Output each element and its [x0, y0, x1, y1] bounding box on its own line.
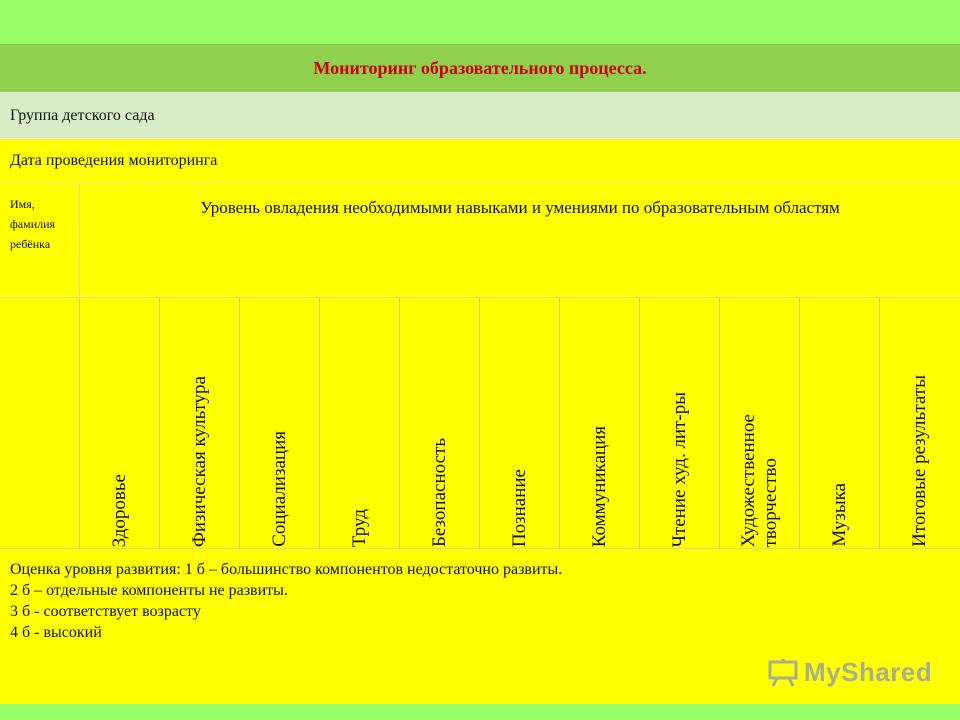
- columns-row: [0, 298, 960, 549]
- column-header-labor: Труд: [348, 508, 370, 547]
- column-cell: [480, 298, 560, 549]
- column-header-physical: Физическая культура: [188, 375, 210, 547]
- column-cell: [560, 298, 640, 549]
- note-line: 3 б - соответствует возрасту: [10, 603, 201, 620]
- header-row: [0, 184, 960, 298]
- title-row: [0, 45, 960, 93]
- name-column-cell: [0, 298, 80, 549]
- level-header: Уровень овладения необходимыми навыками и умениями по образовательным областям: [200, 198, 840, 217]
- column-cell: [320, 298, 400, 549]
- column-header-art: Художественное творчество: [737, 413, 781, 547]
- watermark-text: MyShared: [804, 657, 933, 687]
- presentation-icon: [768, 659, 798, 687]
- date-row: [0, 139, 960, 184]
- date-label: Дата проведения мониторинга: [10, 152, 218, 169]
- column-cell: [80, 298, 160, 549]
- column-header-health: Здоровье: [108, 473, 130, 547]
- note-line: Оценка уровня развития: 1 б – большинство компонентов недостаточно развиты.: [10, 561, 563, 578]
- column-header-cognition: Познание: [508, 468, 530, 547]
- group-row: [0, 93, 960, 139]
- column-header-communication: Коммуникация: [588, 425, 610, 547]
- page-title: Мониторинг образовательного процесса.: [313, 58, 647, 78]
- column-header-socialization: Социализация: [268, 431, 290, 547]
- name-header-cell: [0, 184, 80, 298]
- watermark-logo: [768, 657, 932, 688]
- name-header-line: фамилия: [10, 217, 56, 231]
- column-cell: [800, 298, 880, 549]
- note-line: 2 б – отдельные компоненты не развиты.: [10, 582, 288, 599]
- monitoring-table: [0, 44, 960, 705]
- bottom-band: [0, 704, 960, 720]
- column-cell: [720, 298, 800, 549]
- name-header-line: Имя,: [10, 197, 35, 211]
- column-header-reading: Чтение худ. лит-ры: [668, 391, 690, 547]
- column-header-safety: Безопасность: [428, 437, 450, 547]
- group-label: Группа детского сада: [10, 106, 155, 124]
- column-cell: [240, 298, 320, 549]
- note-line: 4 б - высокий: [10, 624, 102, 641]
- column-cell: [160, 298, 240, 549]
- name-header-line: ребёнка: [10, 237, 51, 251]
- column-cell: [880, 298, 960, 549]
- column-cell: [640, 298, 720, 549]
- column-cell: [400, 298, 480, 549]
- column-header-music: Музыка: [828, 483, 850, 547]
- level-header-cell: [80, 184, 960, 298]
- column-header-results: Итоговые результаты: [909, 375, 930, 547]
